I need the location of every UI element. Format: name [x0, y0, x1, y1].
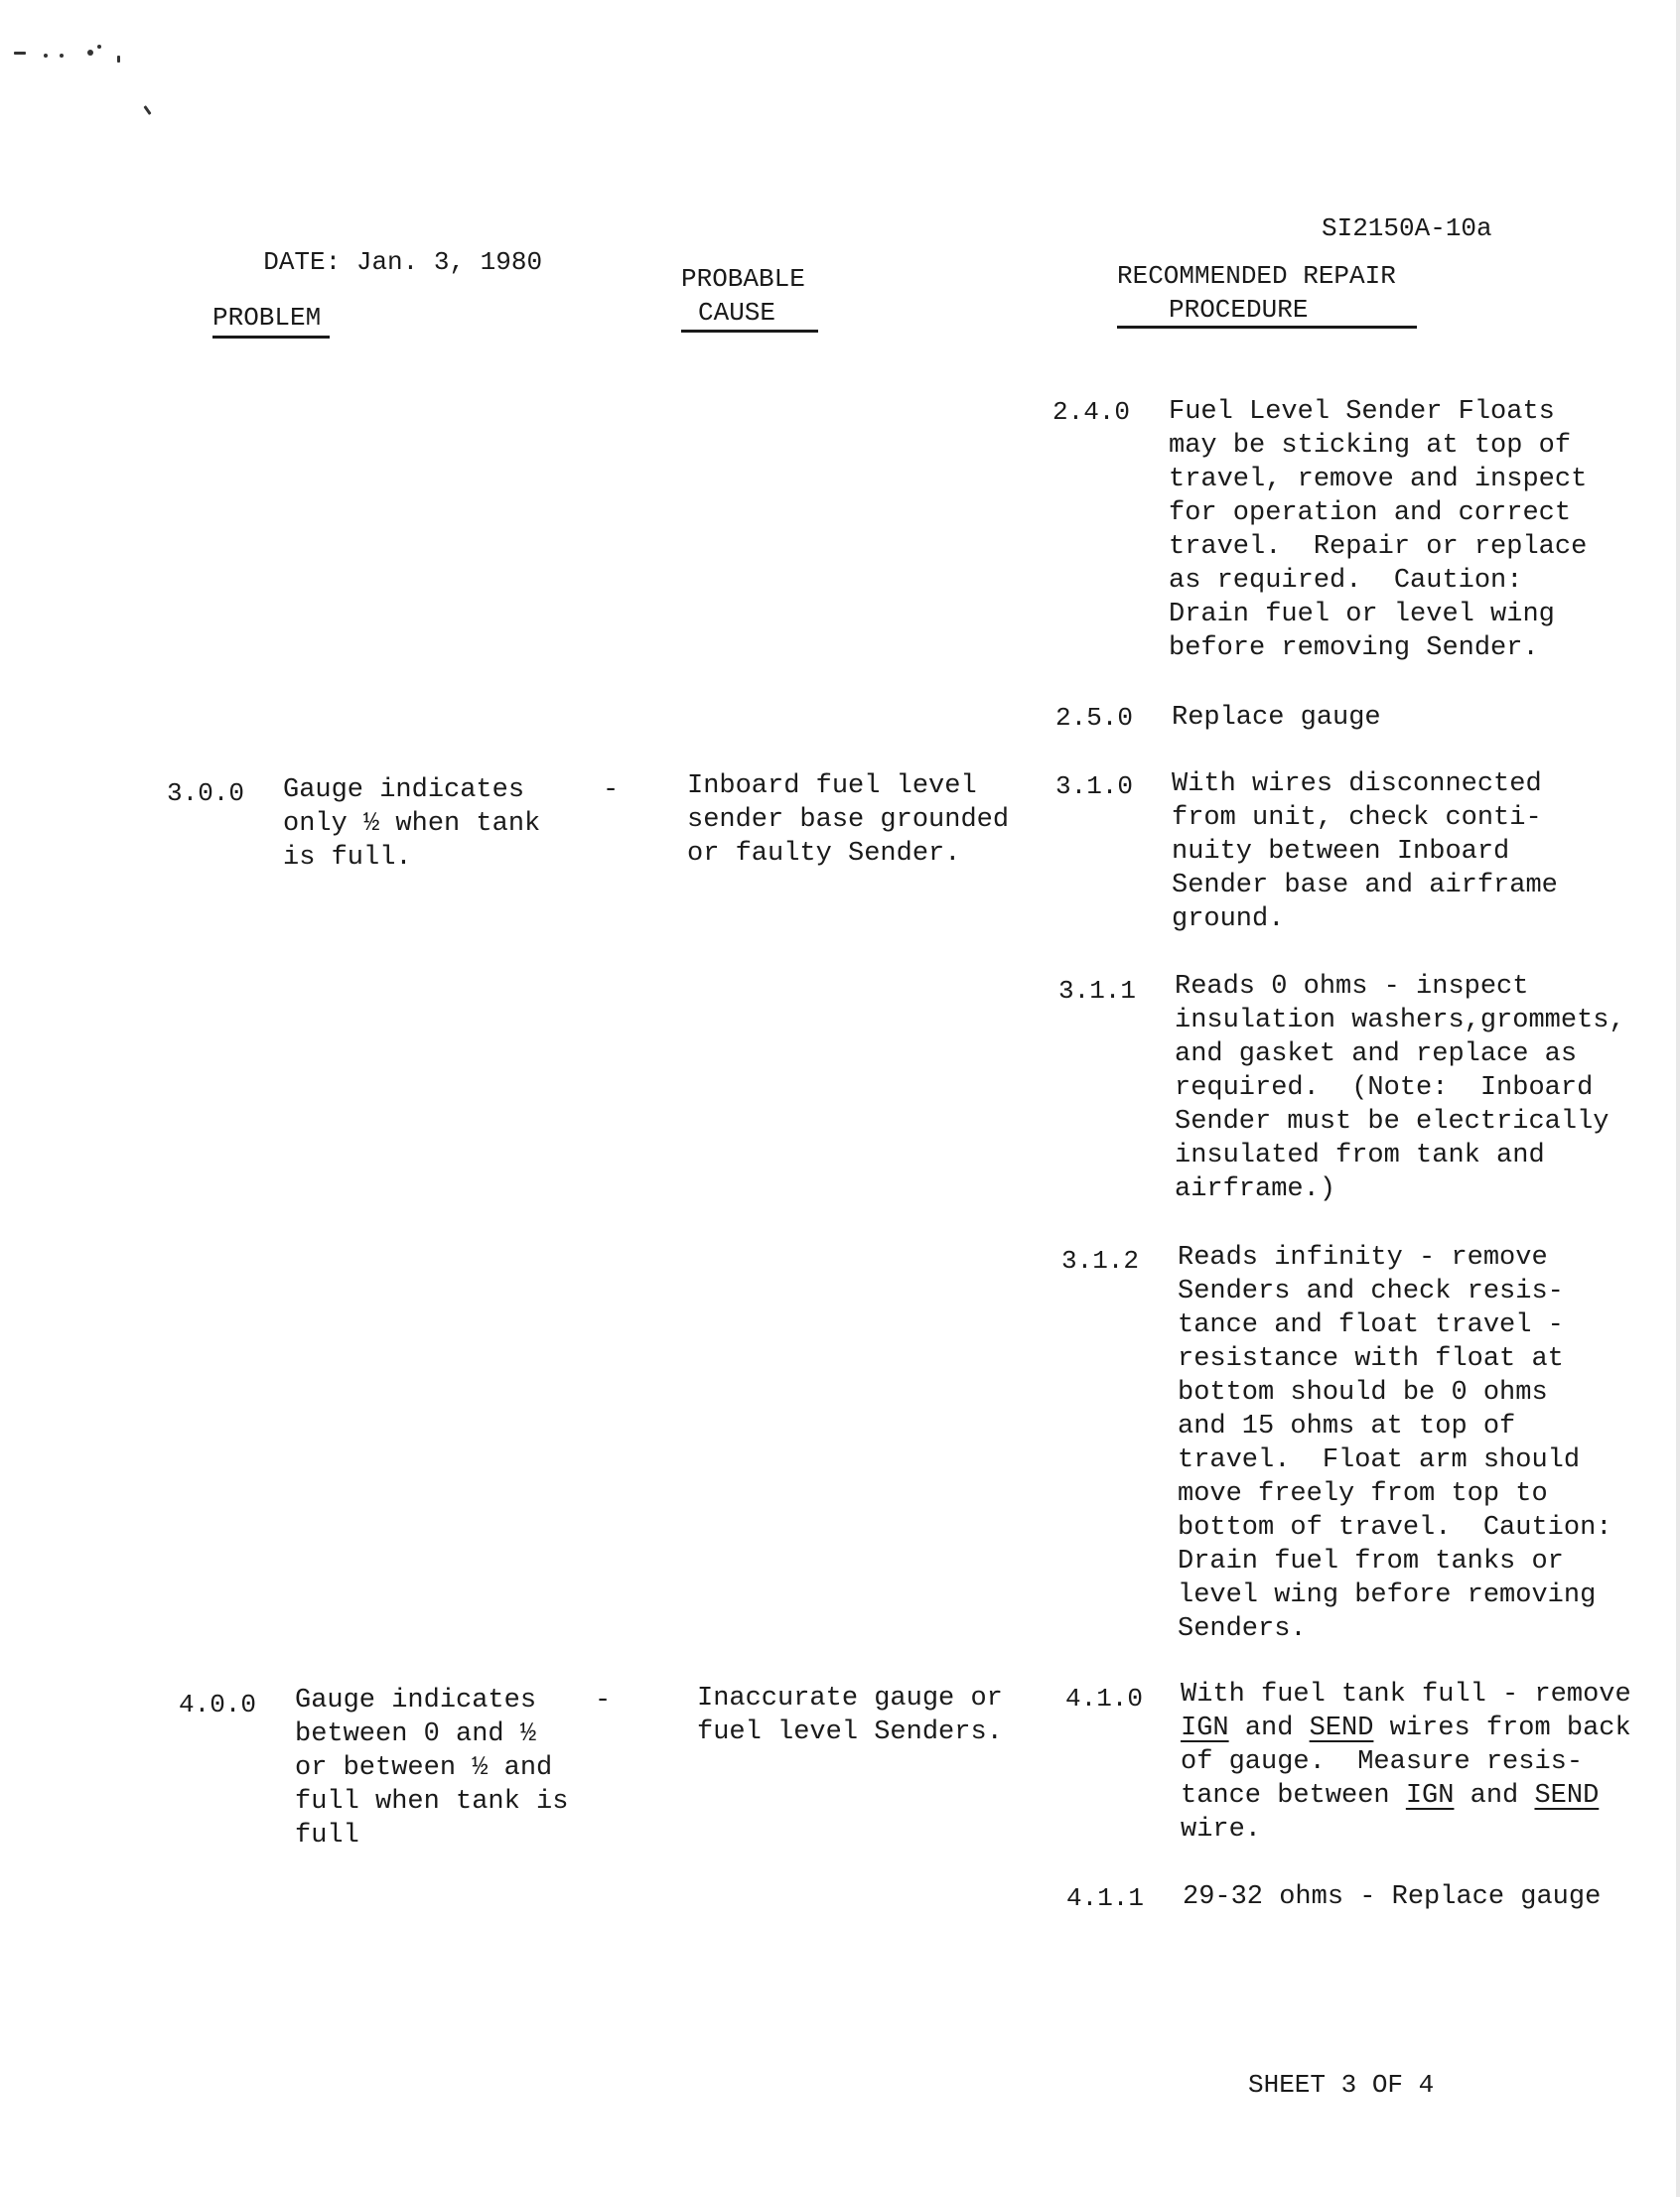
scan-speck	[143, 105, 151, 115]
step-text-4-1-0	[1181, 1678, 1631, 1847]
text-line: Gauge indicates	[283, 775, 525, 805]
scan-edge	[1676, 0, 1680, 2197]
column-header-cause-underline	[681, 330, 818, 333]
text-fragment: tance between	[1181, 1781, 1390, 1811]
text-line: wire.	[1181, 1815, 1262, 1845]
text-line: full	[295, 1821, 359, 1851]
text-line: Sender must be electrically	[1175, 1107, 1610, 1137]
column-header-problem-underline	[212, 336, 330, 339]
problem-number-4-0-0: 4.0.0	[179, 1690, 257, 1719]
text-line: tance and float travel -	[1178, 1310, 1564, 1340]
scan-speck	[97, 45, 101, 49]
text-line: fuel level Senders.	[697, 1717, 1003, 1747]
column-header-procedure-line2: PROCEDURE	[1169, 295, 1309, 325]
text-line	[1181, 1779, 1631, 1813]
text-line: Senders.	[1178, 1614, 1307, 1644]
text-line: bottom should be 0 ohms	[1178, 1378, 1548, 1408]
step-number-3-1-2: 3.1.2	[1061, 1246, 1140, 1276]
ign-terminal-label: IGN	[1405, 1781, 1455, 1811]
text-line: move freely from top to	[1178, 1479, 1548, 1509]
text-line: Drain fuel from tanks or	[1178, 1547, 1564, 1577]
cause-text-4-0-0	[697, 1682, 1003, 1749]
text-line: Reads infinity - remove	[1178, 1243, 1548, 1273]
column-header-cause-line1: PROBABLE	[681, 264, 805, 294]
date-label: DATE:	[263, 247, 342, 277]
text-fragment: wires from back	[1389, 1714, 1631, 1743]
text-line: may be sticking at top of	[1169, 431, 1572, 461]
text-line: Senders and check resis-	[1178, 1277, 1564, 1306]
step-number-3-1-1: 3.1.1	[1058, 976, 1137, 1006]
date-value: Jan. 3, 1980	[355, 247, 543, 277]
text-fragment: and	[1244, 1714, 1294, 1743]
document-id: SI2150A-10a	[1322, 213, 1492, 243]
step-number-4-1-0: 4.1.0	[1065, 1684, 1144, 1714]
text-line: insulated from tank and	[1175, 1141, 1545, 1170]
column-header-procedure-underline	[1117, 326, 1417, 329]
text-line: for operation and correct	[1169, 498, 1572, 528]
send-terminal-label: SEND	[1534, 1781, 1600, 1811]
text-line: and gasket and replace as	[1175, 1039, 1578, 1069]
text-line: bottom of travel. Caution:	[1178, 1513, 1612, 1543]
scan-speck	[87, 50, 93, 56]
step-number-2-4-0: 2.4.0	[1052, 397, 1131, 427]
text-line: Gauge indicates	[295, 1686, 537, 1716]
text-line: resistance with float at	[1178, 1344, 1564, 1374]
text-line: ground.	[1172, 904, 1285, 934]
step-text-2-4-0	[1169, 395, 1587, 665]
scan-speck	[117, 56, 120, 63]
text-line: from unit, check conti-	[1172, 803, 1542, 833]
text-line: sender base grounded	[687, 805, 1010, 835]
step-text-3-1-2	[1178, 1241, 1611, 1646]
sheet-number: SHEET 3 OF 4	[1248, 2070, 1435, 2100]
scan-speck	[60, 54, 64, 58]
step-text-3-1-1	[1175, 970, 1625, 1206]
text-line: Sender base and airframe	[1172, 871, 1558, 900]
text-line: Inboard fuel level	[687, 771, 977, 801]
column-header-procedure-line1: RECOMMENDED REPAIR	[1117, 261, 1396, 291]
text-line: With fuel tank full - remove	[1181, 1680, 1631, 1710]
text-line: of gauge. Measure resis-	[1181, 1747, 1584, 1777]
text-line	[1181, 1712, 1631, 1745]
step-text-2-5-0: Replace gauge	[1172, 703, 1381, 733]
text-line: as required. Caution:	[1169, 566, 1523, 596]
step-number-2-5-0: 2.5.0	[1055, 703, 1134, 733]
text-fragment: and	[1470, 1781, 1519, 1811]
text-line: travel, remove and inspect	[1169, 465, 1588, 494]
row-dash: -	[603, 775, 620, 805]
text-line: level wing before removing	[1178, 1580, 1597, 1610]
step-number-3-1-0: 3.1.0	[1055, 771, 1134, 801]
text-line: or between ½ and	[295, 1753, 553, 1783]
problem-text-4-0-0	[295, 1684, 568, 1853]
text-line: travel. Repair or replace	[1169, 532, 1588, 562]
ign-terminal-label: IGN	[1181, 1714, 1229, 1743]
text-line: Drain fuel or level wing	[1169, 600, 1555, 629]
text-line: full when tank is	[295, 1787, 569, 1817]
text-line: or faulty Sender.	[687, 839, 961, 869]
text-line: insulation washers,grommets,	[1175, 1006, 1625, 1035]
text-line: only ½ when tank	[283, 809, 541, 839]
step-number-4-1-1: 4.1.1	[1066, 1883, 1145, 1913]
text-line: With wires disconnected	[1172, 769, 1542, 799]
text-line: travel. Float arm should	[1178, 1445, 1581, 1475]
row-dash: -	[595, 1686, 612, 1716]
date-line	[232, 211, 542, 279]
scan-speck	[44, 54, 48, 58]
cause-text-3-0-0	[687, 769, 1009, 871]
problem-number-3-0-0: 3.0.0	[167, 778, 245, 808]
send-terminal-label: SEND	[1309, 1714, 1374, 1743]
text-line: airframe.)	[1175, 1174, 1336, 1204]
text-line: required. (Note: Inboard	[1175, 1073, 1594, 1103]
text-line: before removing Sender.	[1169, 633, 1539, 663]
text-line: Fuel Level Sender Floats	[1169, 397, 1555, 427]
column-header-problem: PROBLEM	[212, 303, 322, 333]
step-text-4-1-1: 29-32 ohms - Replace gauge	[1183, 1882, 1602, 1912]
text-line: and 15 ohms at top of	[1178, 1412, 1516, 1442]
text-line: between 0 and ½	[295, 1719, 537, 1749]
text-line: is full.	[283, 843, 412, 873]
problem-text-3-0-0	[283, 773, 540, 875]
text-line: Reads 0 ohms - inspect	[1175, 972, 1529, 1002]
text-line: Inaccurate gauge or	[697, 1684, 1003, 1714]
step-text-3-1-0	[1172, 767, 1558, 936]
column-header-cause-line2: CAUSE	[698, 298, 776, 328]
scan-speck	[14, 52, 26, 55]
text-line: nuity between Inboard	[1172, 837, 1510, 867]
